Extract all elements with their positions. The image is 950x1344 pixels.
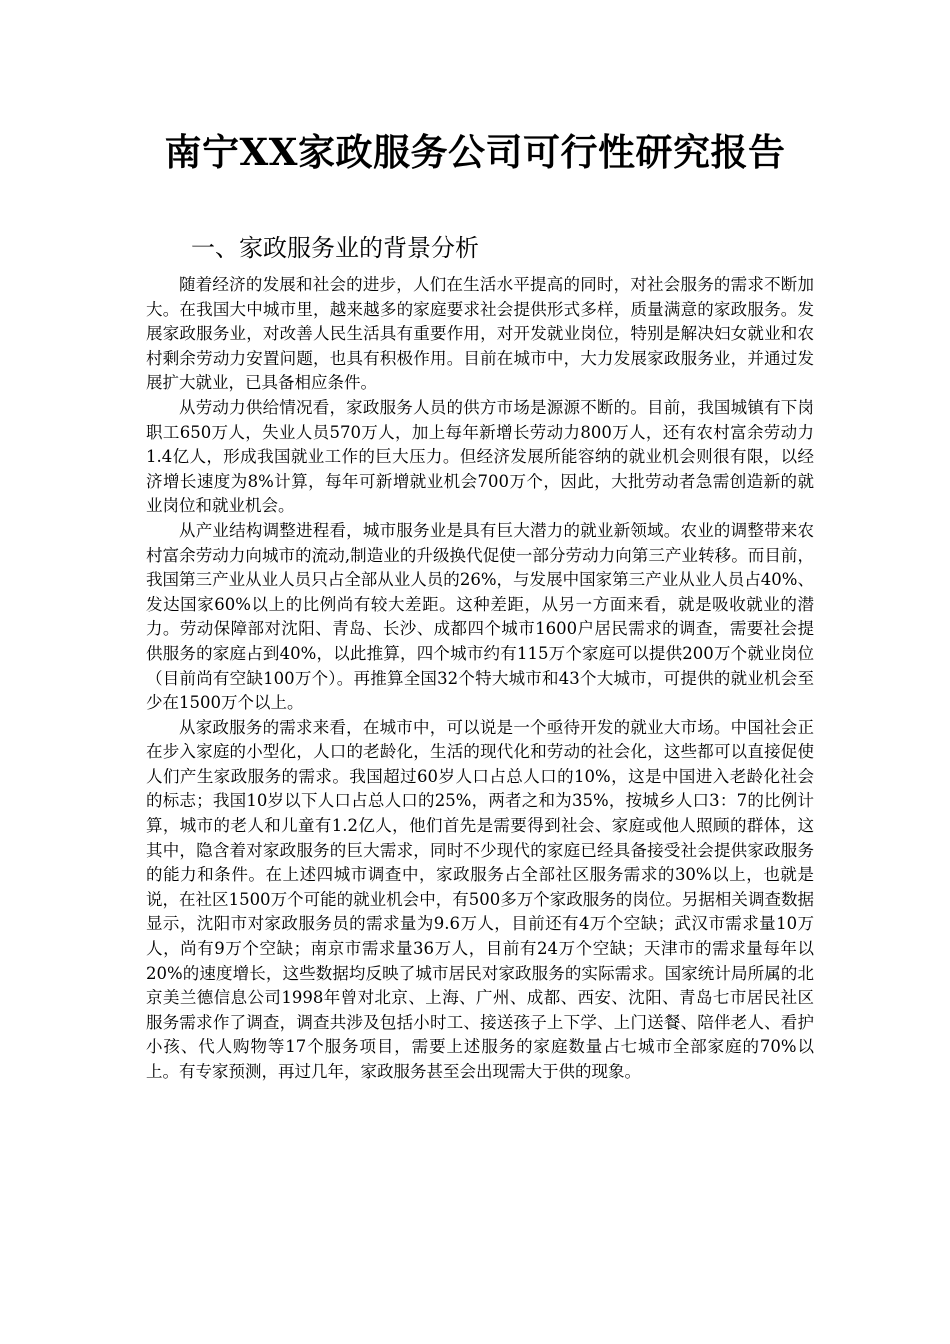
paragraph-labor-demand-intro: 随着经济的发展和社会的进步，人们在生活水平提高的同时，对社会服务的需求不断加大。在我国大中城市里，越来越多的家庭要求社会提供形式多样，质量满意的家政服务。发展家政服务业，对改善人民生活具有重要作用，对开发就业岗位，特别是解决妇女就业和农村剩余劳动力安置问题，也具有积极作用。目前在城市中，大力发展家政服务业，并通过发展扩大就业，已具备相应条件。 [146,275,814,393]
section-heading: 一、家政服务业的背景分析 [191,234,479,262]
section-body [146,273,814,1085]
paragraph-industry-structure: 从产业结构调整进程看，城市服务业是具有巨大潜力的就业新领域。农业的调整带来农村富余劳动力向城市的流动,制造业的升级换代促使一部分劳动力向第三产业转移。而目前，我国第三产业从业人员只占全部从业人员的26%，与发展中国家第三产业从业人员占40%、发达国家60%以上的比例尚有较大差距。这种差距，从另一方面来看，就是吸收就业的潜力。劳动保障部对沈阳、青岛、长沙、成都四个城市1600户居民需求的调查，需要社会提供服务的家庭占到40%，以此推算，四个城市约有115万个家庭可以提供200万个就业岗位（目前尚有空缺100万个）。再推算全国32个特大城市和43个大城市，可提供的就业机会至少在1500万个以上。 [146,520,814,713]
document-title: 南宁XX家政服务公司可行性研究报告 [164,130,786,174]
paragraph-service-demand: 从家政服务的需求来看，在城市中，可以说是一个亟待开发的就业大市场。中国社会正在步入家庭的小型化，人口的老龄化，生活的现代化和劳动的社会化，这些都可以直接促使人们产生家政服务的需求。我国超过60岁人口占总人口的10%，这是中国进入老龄化社会的标志；我国10岁以下人口占总人口的25%，两者之和为35%，按城乡人口3：7的比例计算，城市的老人和儿童有1.2亿人，他们首先是需要得到社会、家庭或他人照顾的群体，这其中，隐含着对家政服务的巨大需求，同时不少现代的家庭已经具备接受社会提供家政服务的能力和条件。在上述四城市调查中，家政服务占全部社区服务需求的30%以上，也就是说，在社区1500万个可能的就业机会中，有500多万个家政服务的岗位。另据相关调查数据显示，沈阳市对家政服务员的需求量为9.6万人，目前还有4万个空缺；武汉市需求量10万人，尚有9万个空缺；南京市需求量36万人，目前有24万个空缺；天津市的需求量每年以20%的速度增长，这些数据均反映了城市居民对家政服务的实际需求。国家统计局所属的北京美兰德信息公司1998年曾对北京、上海、广州、成都、西安、沈阳、青岛七市居民社区服务需求作了调查，调查共涉及包括小时工、接送孩子上下学、上门送餐、陪伴老人、看护小孩、代人购物等17个服务项目，需要上述服务的家庭数量占七城市全部家庭的70%以上。有专家预测，再过几年，家政服务甚至会出现需大于供的现象。 [146,717,814,1081]
paragraph-labor-supply: 从劳动力供给情况看，家政服务人员的供方市场是源源不断的。目前，我国城镇有下岗职工650万人，失业人员570万人，加上每年新增长劳动力800万人，还有农村富余劳动力1.4亿人，形成我国就业工作的巨大压力。但经济发展所能容纳的就业机会则很有限，以经济增长速度为8%计算，每年可新增就业机会700万个，因此，大批劳动者急需创造新的就业岗位和就业机会。 [146,397,814,516]
